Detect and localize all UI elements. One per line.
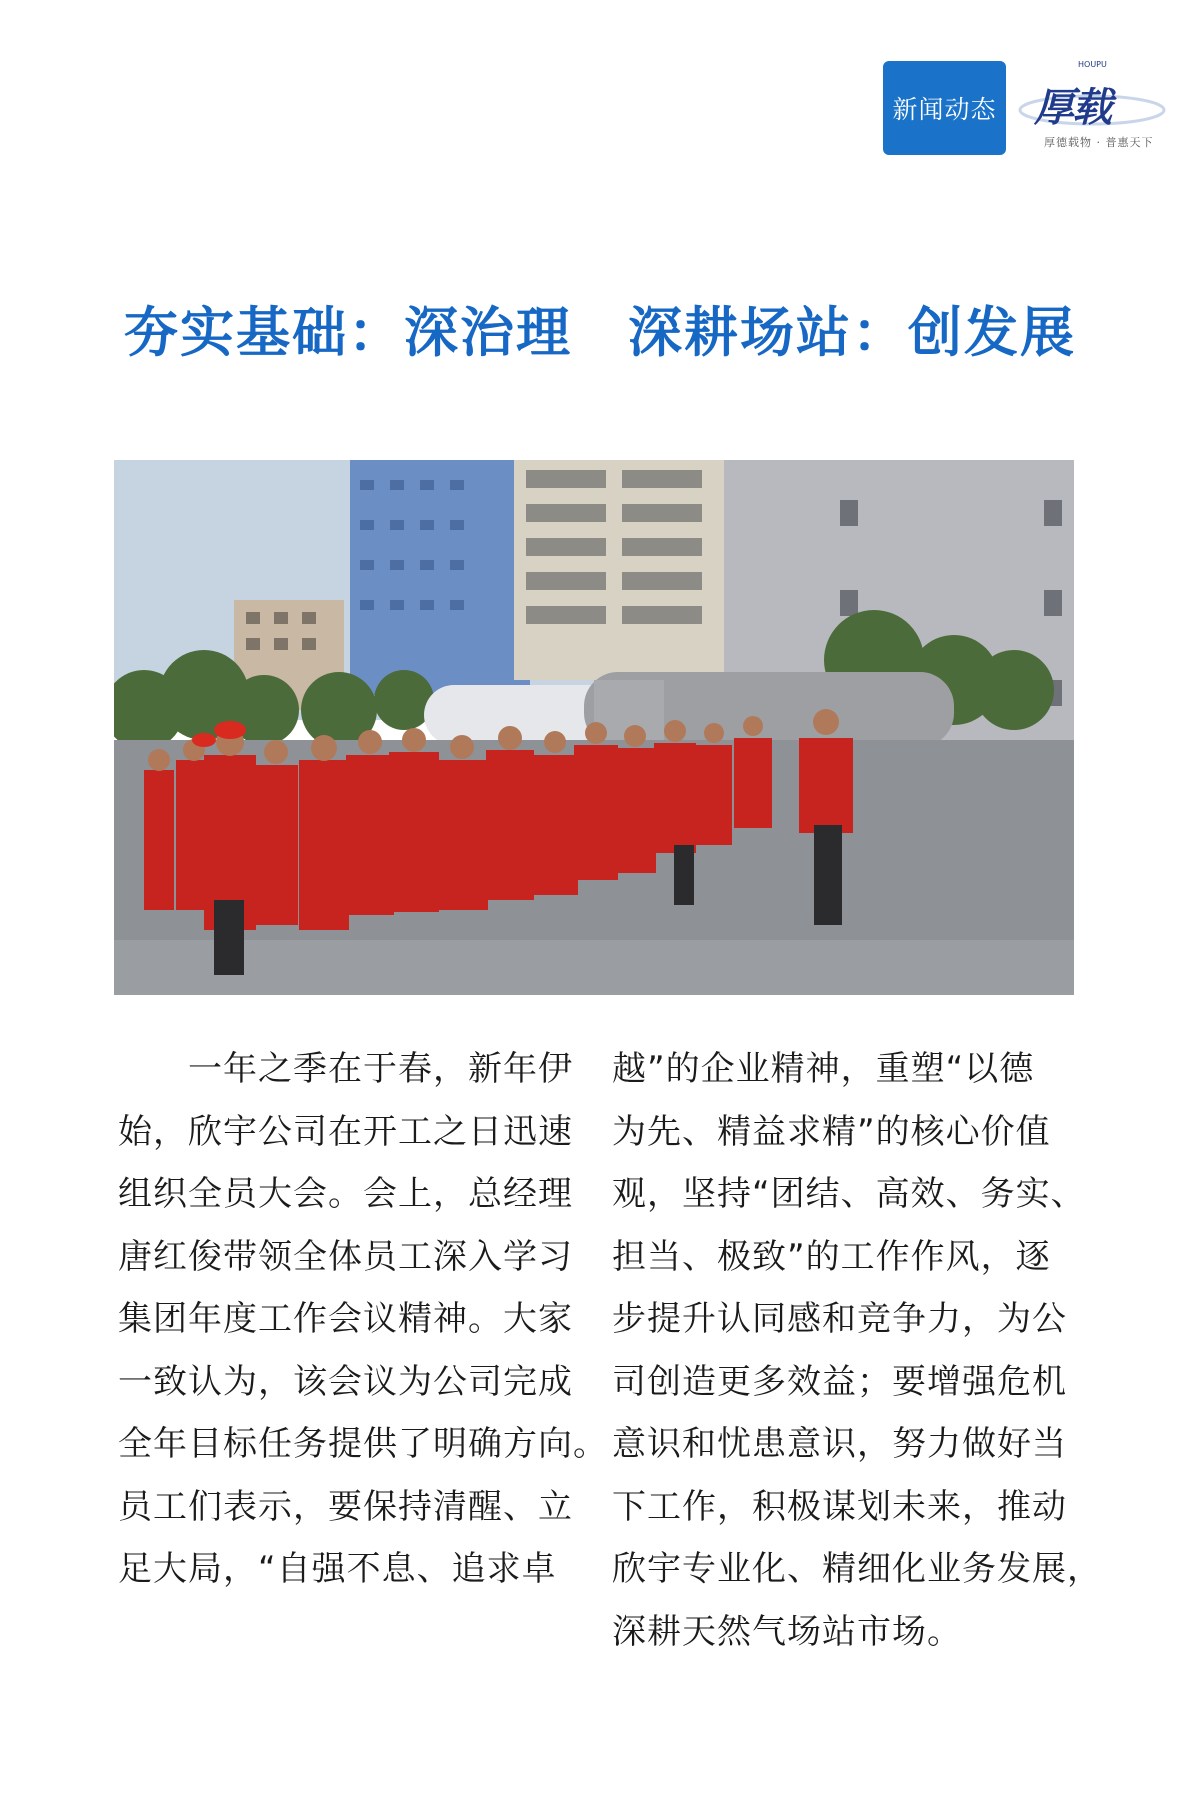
- paragraph-line: 意识和忧患意识，努力做好当: [612, 1424, 1067, 1464]
- company-logo: [1018, 56, 1166, 156]
- paragraph-line: 深耕天然气场站市场。: [612, 1611, 962, 1652]
- paragraph-line: 欣宇专业化、精细化业务发展，: [612, 1549, 1102, 1589]
- paragraph-line: 越”的企业精神，重塑“以德: [612, 1049, 1035, 1089]
- paragraph-line: 一致认为，该会议为公司完成: [118, 1361, 573, 1402]
- paragraph-line: 步提升认同感和竞争力，为公: [612, 1299, 1067, 1339]
- article-title: 夯实基础：深治理 深耕场站：创发展: [124, 301, 1076, 364]
- paragraph-line: 员工们表示，要保持清醒、立: [118, 1486, 573, 1527]
- paragraph-line: 担当、极致”的工作作风，逐: [612, 1236, 1051, 1277]
- paragraph-line: 集团年度工作会议精神。大家: [118, 1299, 573, 1339]
- article-column-left: [118, 1038, 608, 1601]
- paragraph-line: 全年目标任务提供了明确方向。: [118, 1424, 608, 1464]
- paragraph-line: 唐红俊带领全体员工深入学习: [118, 1236, 573, 1277]
- paragraph-line: 观，坚持“团结、高效、务实、: [612, 1174, 1086, 1214]
- paragraph-line: 足大局，“自强不息、追求卓: [118, 1549, 557, 1589]
- paragraph-line: 下工作，积极谋划未来，推动: [612, 1486, 1067, 1527]
- article-column-right: [612, 1038, 1102, 1663]
- logo-slogan: 厚德载物 · 普惠天下: [1044, 136, 1154, 149]
- article-photo: [114, 460, 1074, 995]
- paragraph-line: 司创造更多效益；要增强危机: [612, 1361, 1067, 1402]
- paragraph-line: 一年之季在于春，新年伊: [118, 1049, 573, 1089]
- logo-name: 厚载: [1034, 84, 1110, 131]
- paragraph-line: 为先、精益求精”的核心价值: [612, 1111, 1051, 1152]
- paragraph-line: 组织全员大会。会上，总经理: [118, 1174, 573, 1214]
- paragraph-line: 始，欣宇公司在开工之日迅速: [118, 1111, 573, 1152]
- section-badge: 新闻动态: [883, 61, 1006, 155]
- logo-tag: HOUPU: [1078, 60, 1107, 69]
